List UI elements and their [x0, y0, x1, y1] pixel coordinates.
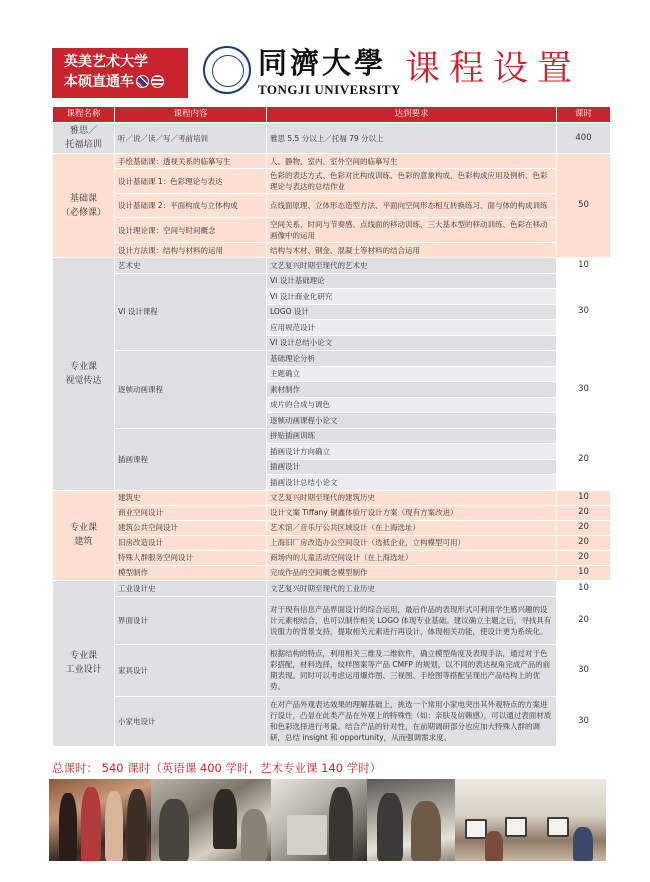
course-requirement-cell: LOGO 设计 [267, 304, 557, 320]
course-requirement-cell: 空间关系、时间与节奏感、点线面的移动训练、三大基本型的移动训练、色彩在移动画像中的运用 [267, 218, 557, 243]
course-hours-cell: 30 [557, 351, 611, 429]
table-row [53, 123, 611, 154]
course-requirement-cell: 逐帧动画课程小论文 [267, 413, 557, 429]
banner-line1: 英美艺术大学 [64, 54, 148, 70]
col-header-content: 课程内容 [115, 107, 267, 123]
course-content-cell: 建筑公共空间设计 [115, 520, 267, 535]
table-row [53, 169, 611, 194]
university-name-cn: 同濟大學 [258, 46, 387, 80]
table-row [53, 351, 611, 367]
course-requirement-cell: 结构与木材、钢金、混凝土等材料的结合运用 [267, 243, 557, 258]
table-header-row [53, 107, 611, 123]
col-header-name: 课程名称 [53, 107, 115, 123]
course-hours-cell: 50 [557, 154, 611, 258]
table-row [53, 243, 611, 258]
us-flag-icon [151, 75, 164, 88]
course-hours-cell: 10 [557, 580, 611, 596]
photo-model-making [271, 779, 367, 861]
course-requirement-cell: 插画设计总结小论文 [267, 475, 557, 491]
course-name-cell: 雅思／ 托福培训 [53, 123, 115, 154]
course-content-cell: 艺术史 [115, 258, 267, 274]
course-hours-cell: 30 [557, 644, 611, 696]
course-content-cell: 设计基础课 1：色彩理论与表达 [115, 169, 267, 194]
course-content-cell: VI 设计课程 [115, 273, 267, 351]
table-row [53, 535, 611, 550]
course-content-cell: 建筑史 [115, 490, 267, 505]
course-hours-cell: 20 [557, 596, 611, 644]
course-requirement-cell: VI 设计总结小论文 [267, 335, 557, 351]
table-row [53, 520, 611, 535]
course-requirement-cell: 插画设计方向确立 [267, 444, 557, 460]
course-requirement-cell: 插画设计 [267, 459, 557, 475]
course-requirement-cell: 设计文案 Tiffany 铜鑫体验厅设计方案（现有方案改进） [267, 505, 557, 520]
table-row [53, 644, 611, 696]
course-requirement-cell: 根据结构的特点，利用相关三维及二维软件，确立模型角度及表现手法，通过对于色彩搭配，材料选择，纹样图案等产品 CMFP 的规划，以不同的表达视角完成产品的前期表现。同时可以考虑运用爆炸图、三视图、手绘图等搭配呈现出产品结构上的优势。 [267, 644, 557, 696]
course-content-cell: 设计方法课：结构与材料的运用 [115, 243, 267, 258]
table-row [53, 490, 611, 505]
course-name-cell: 专业课 视觉传达 [53, 258, 115, 491]
table-row [53, 428, 611, 444]
course-table [52, 106, 611, 747]
course-hours-cell: 20 [557, 520, 611, 535]
course-requirement-cell: 人、静物、室内、室外空间的临摹写生 [267, 154, 557, 169]
course-content-cell: 逐帧动画课程 [115, 351, 267, 429]
course-requirement-cell: 应用规范设计 [267, 320, 557, 336]
course-hours-cell: 20 [557, 550, 611, 565]
course-requirement-cell: VI 设计商业化研究 [267, 289, 557, 305]
course-requirement-cell: 主题确立 [267, 366, 557, 382]
course-hours-cell: 20 [557, 505, 611, 520]
course-hours-cell: 20 [557, 428, 611, 490]
program-banner [52, 48, 188, 98]
course-content-cell: 界面设计 [115, 596, 267, 644]
table-row [53, 218, 611, 243]
course-requirement-cell: 色彩的表达方式、色彩对比构成训练、色彩的意象构成、色彩构成应用及例析、色彩理论与表达的总结作业 [267, 169, 557, 194]
table-row [53, 596, 611, 644]
course-name-cell: 专业课 工业设计 [53, 580, 115, 746]
course-content-cell: 特殊人群服务空间设计 [115, 550, 267, 565]
university-name-en: TONGJI UNIVERSITY [258, 82, 401, 97]
course-hours-cell: 30 [557, 273, 611, 351]
course-requirement-cell: 文艺复兴时期至现代的建筑历史 [267, 490, 557, 505]
course-requirement-cell: 在对产品外观表达效果的理解基础上，挑选一个常用小家电突出其外观特点的方案进行设计，凸显在此类产品在外观上的特殊性（如：亲肤及信赖感），可以通过表面材质和色彩选择进行考量。结合产品的针对性，在前期调研部分也应加大特殊人群的调研，总结 insight 和 opportunity，从而强调需求度。 [267, 696, 557, 746]
photo-studio-work [151, 779, 271, 861]
course-content-cell: 听／说／读／写／考前培训 [115, 123, 267, 154]
course-content-cell: 工业设计史 [115, 580, 267, 596]
course-content-cell: 商业空间设计 [115, 505, 267, 520]
table-row [53, 550, 611, 565]
course-requirement-cell: 艺术馆／音乐厅公共区域设计（在上海选址） [267, 520, 557, 535]
page-title: 课程设置 [405, 49, 582, 89]
table-row [53, 565, 611, 580]
table-row [53, 154, 611, 169]
course-content-cell: 小家电设计 [115, 696, 267, 746]
course-content-cell: 手绘基础课：透视关系的临摹写生 [115, 154, 267, 169]
table-body [53, 123, 611, 747]
table-row [53, 258, 611, 274]
course-content-cell: 设计理论课：空间与时间概念 [115, 218, 267, 243]
course-requirement-cell: 文艺复兴时期至现代的工业历史 [267, 580, 557, 596]
course-requirement-cell: 点线面原理、立体形态造型方法、平面向空间形态相互转换练习、面与体的构成训练 [267, 194, 557, 218]
course-requirement-cell: 拼贴插画训练 [267, 428, 557, 444]
course-requirement-cell: 完成作品的空间概念模型制作 [267, 565, 557, 580]
course-content-cell: 插画课程 [115, 428, 267, 490]
course-content-cell: 模型制作 [115, 565, 267, 580]
course-requirement-cell: VI 设计基础理论 [267, 273, 557, 289]
table-row [53, 505, 611, 520]
course-requirement-cell: 商场内的儿童活动空间设计（在上海选址） [267, 550, 557, 565]
course-content-cell: 设计基础课 2：平面构成与立体构成 [115, 194, 267, 218]
course-hours-cell: 10 [557, 565, 611, 580]
course-requirement-cell: 雅思 5.5 分以上／托福 79 分以上 [267, 123, 557, 154]
total-hours: 总课时： 540 课时（英语课 400 学时，艺术专业课 140 学时） [52, 761, 382, 775]
table-row [53, 273, 611, 289]
course-requirement-cell: 文艺复兴时期至现代的艺术史 [267, 258, 557, 274]
course-hours-cell: 20 [557, 535, 611, 550]
tongji-seal-icon [203, 46, 251, 94]
course-requirement-cell: 素材制作 [267, 382, 557, 398]
course-hours-cell: 30 [557, 696, 611, 746]
banner-line2: 本硕直通车 [64, 74, 134, 90]
course-name-cell: 专业课 建筑 [53, 490, 115, 580]
uk-flag-icon [136, 75, 149, 88]
photo-students-group [49, 779, 151, 861]
course-content-cell: 旧房改造设计 [115, 535, 267, 550]
course-requirement-cell: 上海旧厂房改造办公空间设计（选抵企业，立构模型可用） [267, 535, 557, 550]
course-hours-cell: 10 [557, 258, 611, 274]
col-header-requirement: 达到要求 [267, 107, 557, 123]
course-requirement-cell: 对于现有信息产品界面设计的综合运用，最后作品的表现形式可利用学生感兴趣的设计元素相结合，也可以制作相关 LOGO 体现专业基础。建议确立主题之后，寻找具有说服力的背景支持，提取相关元素进行再设计，体现相关功能，使设计更为系统化。 [267, 596, 557, 644]
course-hours-cell: 400 [557, 123, 611, 154]
course-content-cell: 家具设计 [115, 644, 267, 696]
table-row [53, 696, 611, 746]
photo-computer-lab [455, 779, 606, 861]
course-requirement-cell: 基础理论分析 [267, 351, 557, 367]
course-name-cell: 基础课 （必修课） [53, 154, 115, 258]
course-hours-cell: 10 [557, 490, 611, 505]
col-header-hours: 课时 [557, 107, 611, 123]
table-row [53, 194, 611, 218]
photo-lecture [367, 779, 455, 861]
table-row [53, 580, 611, 596]
course-requirement-cell: 成片的合成与调色 [267, 397, 557, 413]
